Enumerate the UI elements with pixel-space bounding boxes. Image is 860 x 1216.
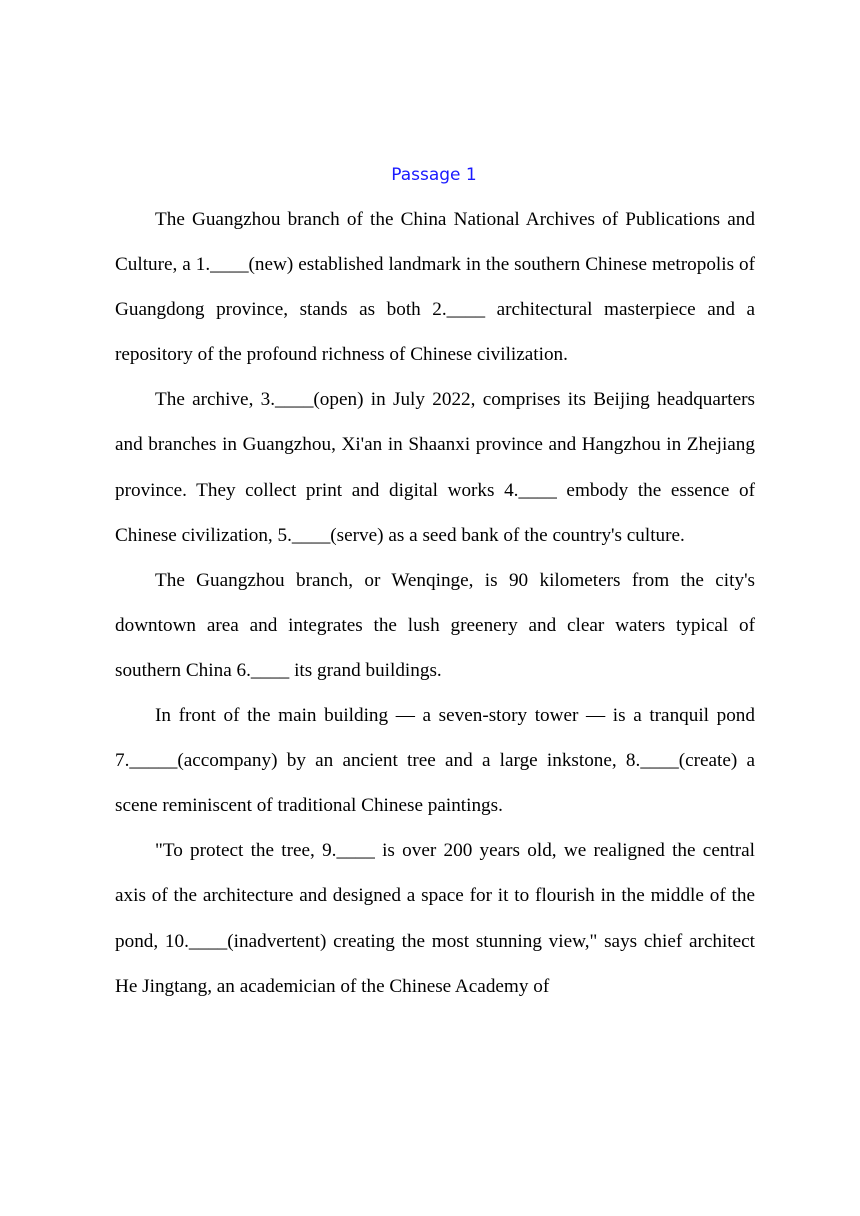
paragraph-5: "To protect the tree, 9.____ is over 200 years old, we realigned the central axis of the architecture and designed a space for it to flourish in the middle of the pond, 10.____(inadvertent) creating the most stunning view," says chief architect He Jingtang, an academician of the Chinese Academy of [115,840,755,997]
passage-body [115,197,755,1009]
paragraph-4: In front of the main building — a seven-story tower — is a tranquil pond 7._____(accompany) by an ancient tree and a large inkstone, 8.____(create) a scene reminiscent of traditional Chinese paintings. [115,705,755,817]
paragraph-2: The archive, 3.____(open) in July 2022, comprises its Beijing headquarters and branches in Guangzhou, Xi'an in Shaanxi province and Hangzhou in Zhejiang province. They collect print and digital works 4.____ embody the essence of Chinese civilization, 5.____(serve) as a seed bank of the country's culture. [115,389,755,546]
paragraph-1: The Guangzhou branch of the China National Archives of Publications and Culture, a 1.____(new) established landmark in the southern Chinese metropolis of Guangdong province, stands as both 2.____ architectural masterpiece and a repository of the profound richness of Chinese civilization. [115,209,755,366]
paragraph-3: The Guangzhou branch, or Wenqinge, is 90 kilometers from the city's downtown area and integrates the lush greenery and clear waters typical of southern China 6.____ its grand buildings. [115,569,755,681]
passage-title: Passage 1 [391,165,477,185]
